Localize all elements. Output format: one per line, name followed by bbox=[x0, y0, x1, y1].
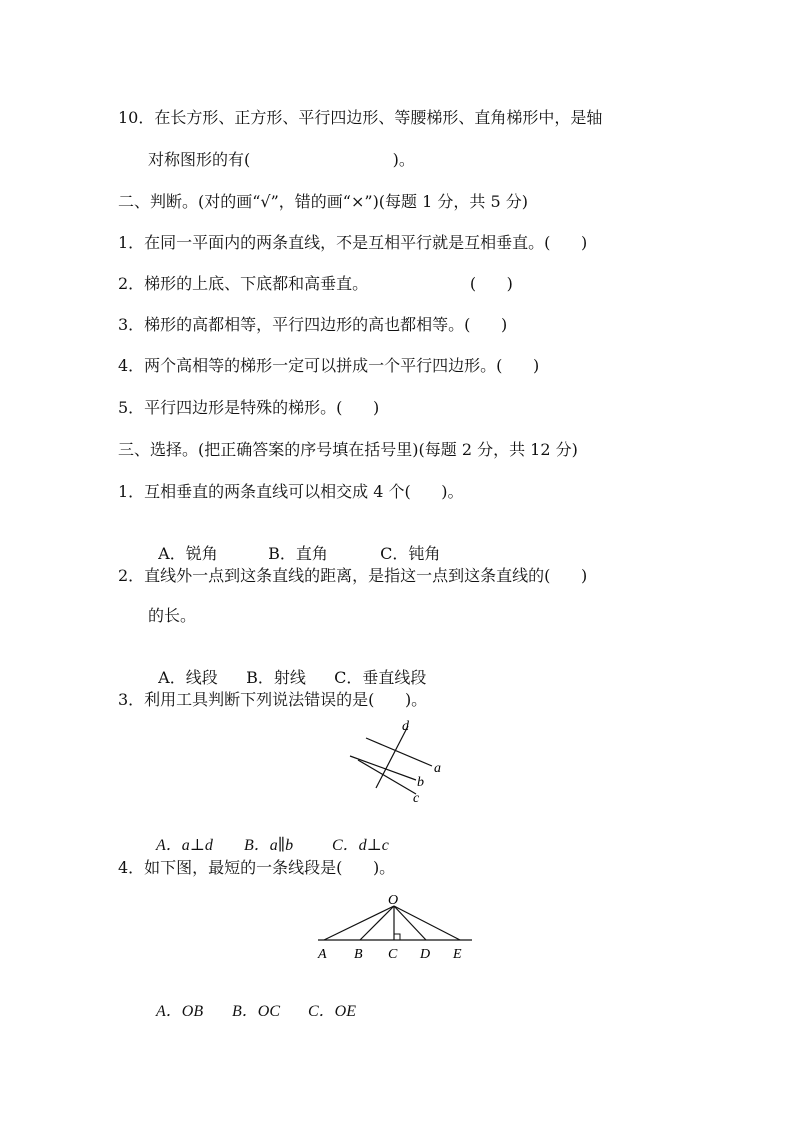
label-A: A bbox=[318, 947, 327, 962]
option-a: A．OB bbox=[156, 1003, 204, 1020]
segment-OD bbox=[394, 906, 426, 940]
option-b: B．射线 bbox=[246, 668, 306, 687]
option-c: C．钝角 bbox=[380, 544, 441, 563]
section2-heading: 二、判断。(对的画“√”，错的画“×”)(每题 1 分，共 5 分) bbox=[118, 192, 528, 211]
q4-segments-figure bbox=[310, 892, 480, 968]
label-c: c bbox=[413, 791, 420, 806]
judge-item-1: 1．在同一平面内的两条直线，不是互相平行就是互相垂直。( ) bbox=[118, 233, 588, 252]
option-a: A．a⊥d bbox=[156, 837, 213, 854]
q10-line2: 对称图形的有( )。 bbox=[148, 150, 415, 169]
option-a: A．线段 bbox=[158, 668, 218, 687]
choice-q2-options bbox=[148, 648, 426, 688]
label-O: O bbox=[388, 893, 399, 908]
q10-line1: 10．在长方形、正方形、平行四边形、等腰梯形、直角梯形中，是轴 bbox=[118, 108, 603, 127]
option-c: C．d⊥c bbox=[332, 837, 389, 854]
label-B: B bbox=[354, 947, 363, 962]
section3-heading: 三、选择。(把正确答案的序号填在括号里)(每题 2 分，共 12 分) bbox=[118, 440, 578, 459]
option-a: A．锐角 bbox=[158, 544, 218, 563]
right-angle-mark bbox=[394, 934, 400, 940]
judge-item-4: 4．两个高相等的梯形一定可以拼成一个平行四边形。( ) bbox=[118, 356, 540, 375]
line-d bbox=[376, 726, 408, 788]
q3-lines-figure bbox=[340, 716, 460, 808]
segment-OA bbox=[324, 906, 394, 940]
choice-q2-stem-1: 2．直线外一点到这条直线的距离，是指这一点到这条直线的( ) bbox=[118, 566, 588, 585]
label-b: b bbox=[417, 775, 424, 790]
label-C: C bbox=[388, 947, 398, 962]
choice-q3-options bbox=[148, 816, 389, 856]
choice-q2-stem-2: 的长。 bbox=[148, 606, 197, 625]
label-d: d bbox=[402, 719, 409, 734]
segment-OE bbox=[394, 906, 460, 940]
choice-q4-stem: 4．如下图，最短的一条线段是( )。 bbox=[118, 858, 396, 877]
option-b: B．OC bbox=[232, 1003, 281, 1020]
choice-q1-options bbox=[148, 524, 440, 564]
label-a: a bbox=[434, 761, 441, 776]
option-b: B．a∥b bbox=[244, 837, 294, 854]
line-b bbox=[350, 756, 416, 780]
option-b: B．直角 bbox=[268, 544, 328, 563]
choice-q1-stem: 1．互相垂直的两条直线可以相交成 4 个( )。 bbox=[118, 482, 464, 501]
label-E: E bbox=[453, 947, 462, 962]
choice-q3-stem: 3．利用工具判断下列说法错误的是( )。 bbox=[118, 690, 428, 709]
option-c: C．OE bbox=[308, 1003, 357, 1020]
judge-item-5: 5．平行四边形是特殊的梯形。( ) bbox=[118, 398, 380, 417]
label-D: D bbox=[420, 947, 431, 962]
option-c: C．垂直线段 bbox=[334, 668, 427, 687]
choice-q4-options bbox=[148, 982, 356, 1022]
segment-OB bbox=[360, 906, 394, 940]
judge-item-2: 2．梯形的上底、下底都和高垂直。 ( ) bbox=[118, 274, 513, 293]
judge-item-3: 3．梯形的高都相等，平行四边形的高也都相等。( ) bbox=[118, 315, 508, 334]
